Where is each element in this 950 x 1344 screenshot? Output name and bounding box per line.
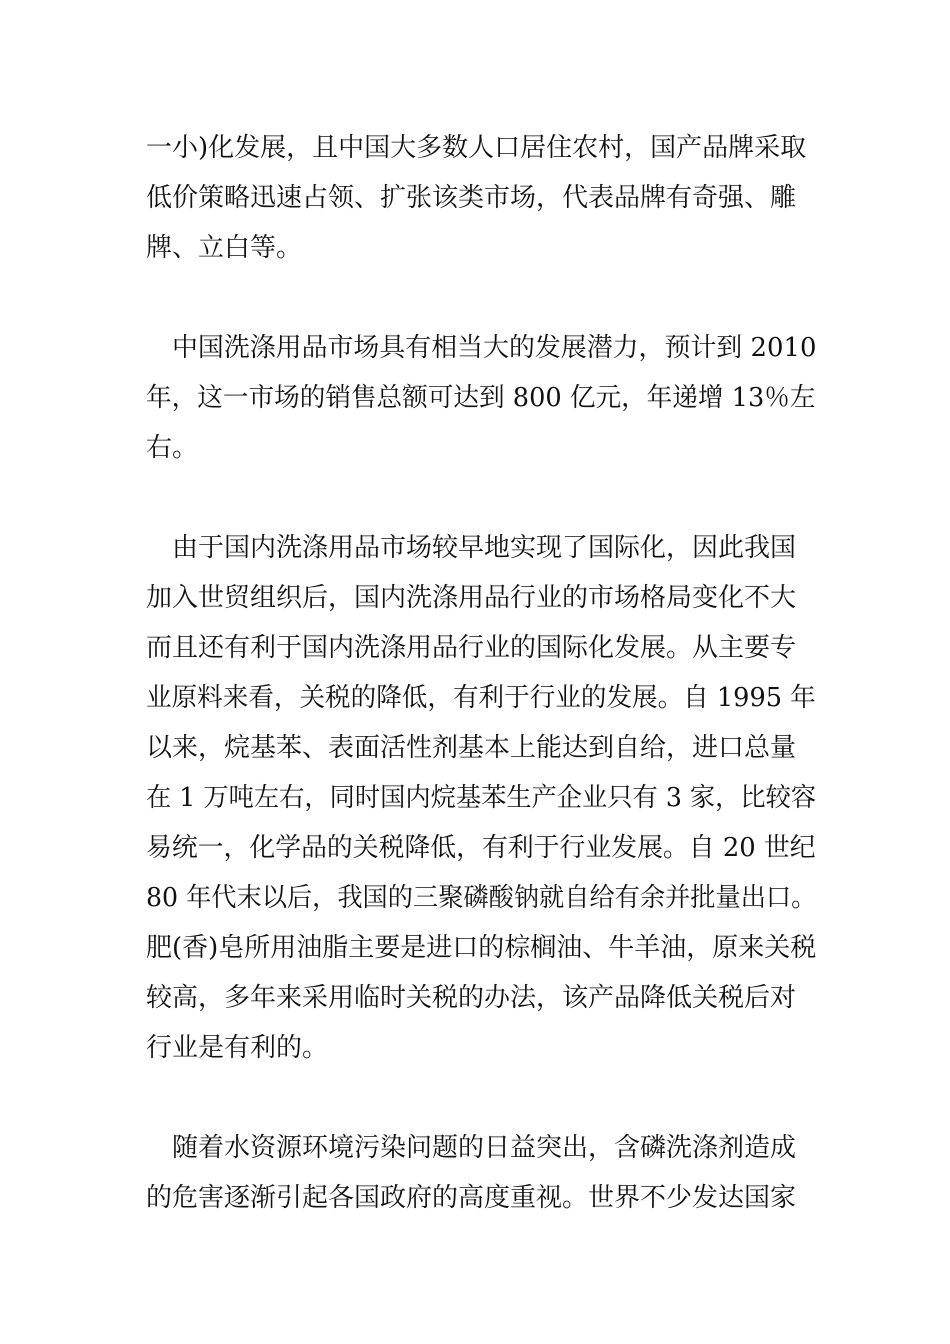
paragraph-3-line-3: 而且还有利于国内洗涤用品行业的国际化发展。从主要专 bbox=[146, 633, 797, 663]
paragraph-2-line-3: 右。 bbox=[146, 433, 199, 463]
paragraph-3-line-9: 肥(香)皂所用油脂主要是进口的棕榈油、牛羊油，原来关税 bbox=[146, 933, 817, 963]
paragraph-3-line-2: 加入世贸组织后，国内洗涤用品行业的市场格局变化不大 bbox=[146, 583, 797, 613]
paragraph-3-line-7: 易统一，化学品的关税降低，有利于行业发展。自 20 世纪 bbox=[146, 833, 816, 863]
paragraph-1-line-1: 一小)化发展，且中国大多数人口居住农村，国产品牌采取 bbox=[146, 133, 807, 163]
paragraph-3-line-8: 80 年代末以后，我国的三聚磷酸钠就自给有余并批量出口。 bbox=[146, 883, 817, 913]
paragraph-1-line-2: 低价策略迅速占领、扩张该类市场，代表品牌有奇强、雕 bbox=[146, 183, 797, 213]
paragraph-3-line-11: 行业是有利的。 bbox=[146, 1033, 329, 1063]
paragraph-3-line-5: 以来，烷基苯、表面活性剂基本上能达到自给，进口总量 bbox=[146, 733, 797, 763]
paragraph-3-line-10: 较高，多年来采用临时关税的办法，该产品降低关税后对 bbox=[146, 983, 797, 1013]
paragraph-2-line-1: 中国洗涤用品市场具有相当大的发展潜力，预计到 2010 bbox=[172, 333, 817, 363]
paragraph-3-line-6: 在 1 万吨左右，同时国内烷基苯生产企业只有 3 家，比较容 bbox=[146, 783, 817, 813]
paragraph-4-line-2: 的危害逐渐引起各国政府的高度重视。世界不少发达国家 bbox=[146, 1183, 797, 1213]
paragraph-3-line-4: 业原料来看，关税的降低，有利于行业的发展。自 1995 年 bbox=[146, 683, 816, 713]
paragraph-2-line-2: 年，这一市场的销售总额可达到 800 亿元，年递增 13％左 bbox=[146, 383, 816, 413]
paragraph-3-line-1: 由于国内洗涤用品市场较早地实现了国际化，因此我国 bbox=[172, 533, 797, 563]
paragraph-4-line-1: 随着水资源环境污染问题的日益突出，含磷洗涤剂造成 bbox=[172, 1133, 797, 1163]
paragraph-1-line-3: 牌、立白等。 bbox=[146, 233, 303, 263]
